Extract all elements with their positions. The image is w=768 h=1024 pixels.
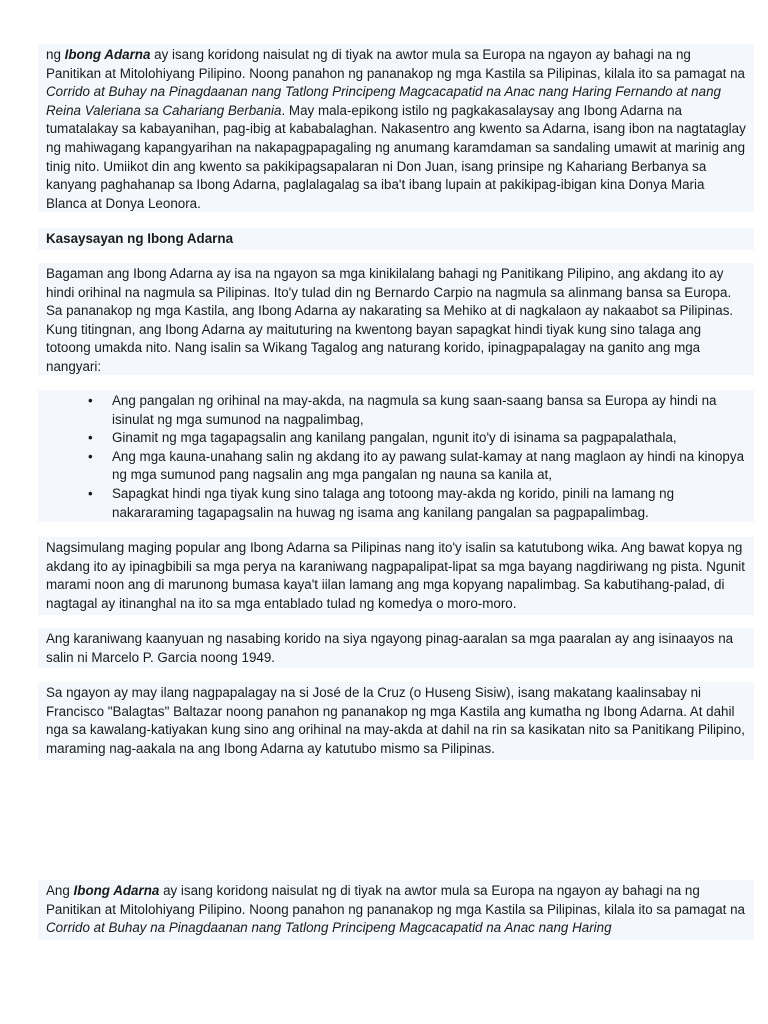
intro-paragraph — [46, 46, 746, 213]
intro-text-end: . May mala-epikong istilo ng pagkakasalaysay ang Ibong Adarna na tumatalakay sa kabayanihan, pag-ibig at kababalaghan. Nakasentro ang kwento sa Adarna, isang ibon na nagtataglay ng mahiwagang kapangyarihan na nakapagpapagaling ng anumang karamdaman sa sandaling umawit at marinig ang tinig nito. Umiikot din ang kwento sa pakikipagsapalaran ni Don Juan, isang prinsipe ng Kahariang Berbanya sa kanyang paghahanap sa Ibong Adarna, paglalagalag sa iba't ibang lupain at pakikipag-ibigan kina Donya Maria Blanca at Donya Leonora. — [46, 102, 746, 211]
section-heading: Kasaysayan ng Ibong Adarna — [46, 231, 234, 246]
history-paragraph-2-block — [38, 537, 754, 615]
intro-text-middle: ay isang koridong naisulat ng di tiyak na awtor mula sa Europa na ngayon ay bahagi na ng Panitikan at Mitolohiyang Pilipino. Noong panahon ng pananakop ng mga Kastila sa Pilipinas, kilala ito sa pamagat na — [46, 47, 746, 81]
history-paragraph-4-block — [38, 682, 754, 760]
intro-corrido-title: Corrido at Buhay na Pinagdaanan nang Tatlong Principeng Magcacapatid na Anac nang Haring Fernando at nang Reina Valeriana sa Cahariang Berbania — [46, 84, 721, 118]
history-paragraph-1: Bagaman ang Ibong Adarna ay isa na ngayon sa mga kinikilalang bahagi ng Panitikang Pilipino, ang akdang ito ay hindi orihinal na nagmula sa Pilipinas. Ito'y tulad din ng Bernardo Carpio na nagmula sa alinmang bansa sa Europa. Sa pananakop ng mga Kastila, ang Ibong Adarna ay nakarating sa Mehiko at di nagkalaon ay nakaabot sa Pilipinas. Kung titingnan, ang Ibong Adarna ay maituturing na kwentong bayan sapagkat hindi tiyak kung sino talaga ang totoong umakda nito. Nang isalin sa Wikang Tagalog ang naturang korido, ipinagpapalagay na ganito ang mga nangyari: — [46, 266, 734, 374]
intro-text-start: ng — [46, 47, 65, 62]
repeat-title-ibong-adarna: Ibong Adarna — [73, 883, 160, 898]
history-paragraph-3: Ang karaniwang kaanyuan ng nasabing korido na siya ngayong pinag-aaralan sa mga paaralan ay ang isinaayos na salin ni Marcelo P. Garcia noong 1949. — [46, 631, 734, 665]
repeat-corrido-title: Corrido at Buhay na Pinagdaanan nang Tatlong Principeng Magcacapatid na Anac nang Haring — [46, 920, 612, 936]
repeated-intro-paragraph — [46, 882, 746, 938]
repeat-text-start: Ang — [46, 883, 74, 898]
history-paragraph-4: Sa ngayon ay may ilang nagpapalagay na si José de la Cruz (o Huseng Sisiw), isang makatang kaalinsabay ni Francisco "Balagtas" Baltazar noong panahon ng pananakop ng mga Kastila ang kumatha ng Ibong Adarna. At dahil nga sa kawalang-katiyakan kung sino ang orihinal na may-akda at dahil na rin sa kasikatan nito sa Panitikang Pilipino, maraming nag-aakala na ang Ibong Adarna ay katutubo mismo sa Pilipinas. — [46, 685, 745, 756]
bullet-item: • Ginamit ng mga tagapagsalin ang kanilang pangalan, ngunit ito'y di isinama sa pagpapalathala, — [112, 429, 746, 448]
history-paragraph-block — [38, 263, 754, 375]
repeated-intro-block — [38, 880, 754, 940]
history-paragraph-2: Nagsimulang maging popular ang Ibong Adarna sa Pilipinas nang ito'y isalin sa katutubong wika. Ang bawat kopya ng akdang ito ay ipinagbibili sa mga perya na karaniwang nagpapalipat-lipat sa mga bayang nagdiriwang ng pista. Ngunit marami noon ang di marunong bumasa kaya't iilan lamang ang mga kopyang napalimbag. Sa kabutihang-palad, di nagtagal ay itinanghal na ito sa mga entablado tulad ng komedya o moro-moro. — [46, 540, 746, 611]
history-paragraph-3-block — [38, 628, 754, 668]
bullet-item: • Sapagkat hindi nga tiyak kung sino talaga ang totoong may-akda ng korido, pinili na lamang ng nakararaming tagapagsalin na huwag ng isama ang kanilang pangalan sa pagpapalimbag. — [112, 485, 746, 522]
intro-title-ibong-adarna: Ibong Adarna — [64, 47, 151, 62]
bullet-list — [68, 392, 746, 522]
bullet-item: • Ang mga kauna-unahang salin ng akdang ito ay pawang sulat-kamay at nang maglaon ay hindi na kinopya ng mga sumunod pang nagsalin ang mga pangalan ng nauna sa kanila at, — [112, 448, 746, 485]
repeat-text-middle: ay isang koridong naisulat ng di tiyak na awtor mula sa Europa na ngayon ay bahagi na ng Panitikan at Mitolohiyang Pilipino. Noong panahon ng pananakop ng mga Kastila sa Pilipinas, kilala ito sa pamagat na — [46, 883, 746, 917]
intro-paragraph-block — [38, 44, 754, 212]
section-heading-block — [38, 228, 754, 250]
bullet-list-block — [38, 390, 754, 522]
bullet-item: • Ang pangalan ng orihinal na may-akda, na nagmula sa kung saan-saang bansa sa Europa ay hindi na isinulat ng mga sumunod na nagpalimbag, — [112, 392, 746, 429]
